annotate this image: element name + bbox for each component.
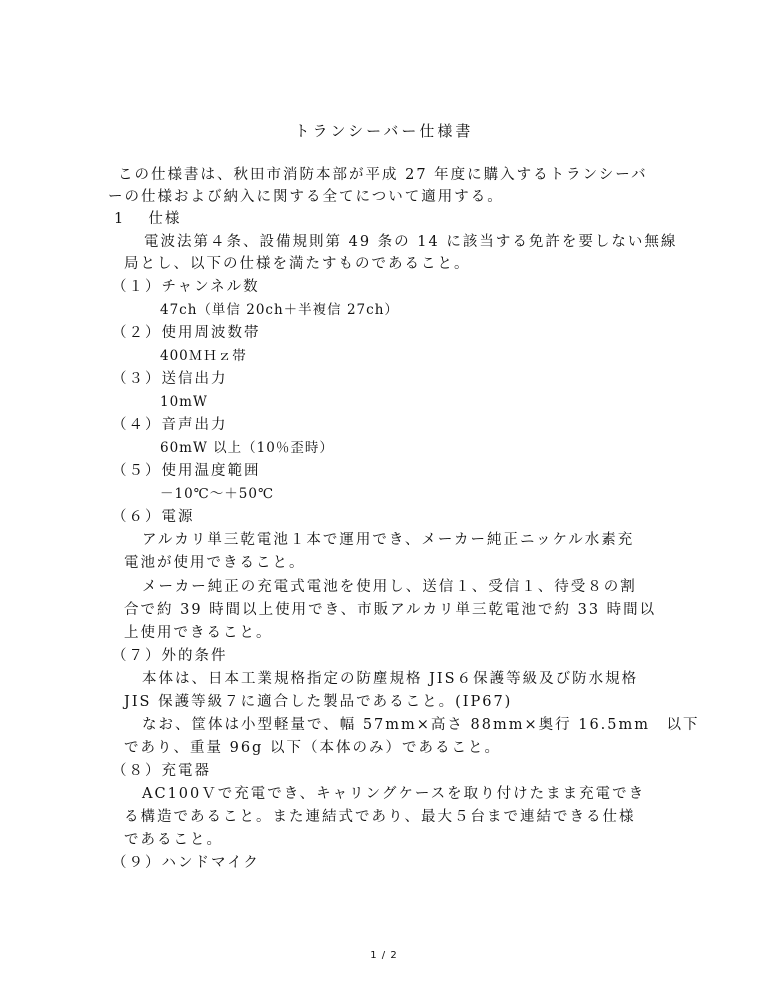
item-6-line-2: 電池が使用できること。 xyxy=(124,555,306,571)
item-1-value: 47ch（単信 20ch＋半複信 27ch） xyxy=(160,302,399,318)
item-6-line-5: 上使用できること。 xyxy=(124,625,273,641)
section-1-body-line-1: 電波法第４条、設備規則第 49 条の 14 に該当する免許を要しない無線 xyxy=(144,234,678,250)
item-7-line-4: であり、重量 96g 以下（本体のみ）であること。 xyxy=(124,740,501,756)
item-3-value: 10mW xyxy=(160,394,208,410)
item-4-label: （４）音声出力 xyxy=(112,417,228,433)
item-2-label: （２）使用周波数帯 xyxy=(112,325,261,341)
item-7-line-1: 本体は、日本工業規格指定の防塵規格 JIS６保護等級及び防水規格 xyxy=(142,671,639,687)
item-1-label: （１）チャンネル数 xyxy=(112,279,260,295)
section-1-body-line-2: 局とし、以下の仕様を満たすものであること。 xyxy=(124,256,471,272)
intro-line-1: この仕様書は、秋田市消防本部が平成 27 年度に購入するトランシーバ xyxy=(118,167,648,183)
item-7-line-3: なお、筐体は小型軽量で、幅 57mm×高さ 88mm×奥行 16.5mm 以下 xyxy=(142,717,700,733)
item-8-label: （８）充電器 xyxy=(112,763,211,779)
item-3-label: （３）送信出力 xyxy=(112,371,228,387)
item-6-label: （６）電源 xyxy=(112,509,195,525)
section-1-heading: 1 仕様 xyxy=(114,211,182,227)
item-9-label: （９）ハンドマイク xyxy=(112,855,260,871)
intro-line-2: ーの仕様および納入に関する全てについて適用する。 xyxy=(108,189,504,205)
item-7-label: （７）外的条件 xyxy=(112,648,228,664)
item-6-line-1: アルカリ単三乾電池１本で運用でき、メーカー純正ニッケル水素充 xyxy=(142,532,635,548)
item-5-label: （５）使用温度範囲 xyxy=(112,463,261,479)
page-number: 1 / 2 xyxy=(370,950,398,961)
item-2-value: 400ＭＨｚ帯 xyxy=(160,348,247,364)
item-7-line-2: JIS 保護等級７に適合した製品であること。(IP67) xyxy=(124,694,513,710)
item-8-line-1: AC100Ｖで充電でき、キャリングケースを取り付けたまま充電でき xyxy=(142,786,646,802)
item-4-value: 60mW 以上（10％歪時） xyxy=(160,440,334,456)
item-5-value: －10℃～＋50℃ xyxy=(160,486,275,502)
document-title: トランシーバー仕様書 xyxy=(294,122,474,140)
item-8-line-3: であること。 xyxy=(124,832,223,848)
item-6-line-4: 合で約 39 時間以上使用でき、市販アルカリ単三乾電池で約 33 時間以 xyxy=(124,602,657,618)
item-8-line-2: る構造であること。また連結式であり、最大５台まで連結できる仕様 xyxy=(124,809,636,825)
item-6-line-3: メーカー純正の充電式電池を使用し、送信１、受信１、待受８の割 xyxy=(142,579,637,595)
